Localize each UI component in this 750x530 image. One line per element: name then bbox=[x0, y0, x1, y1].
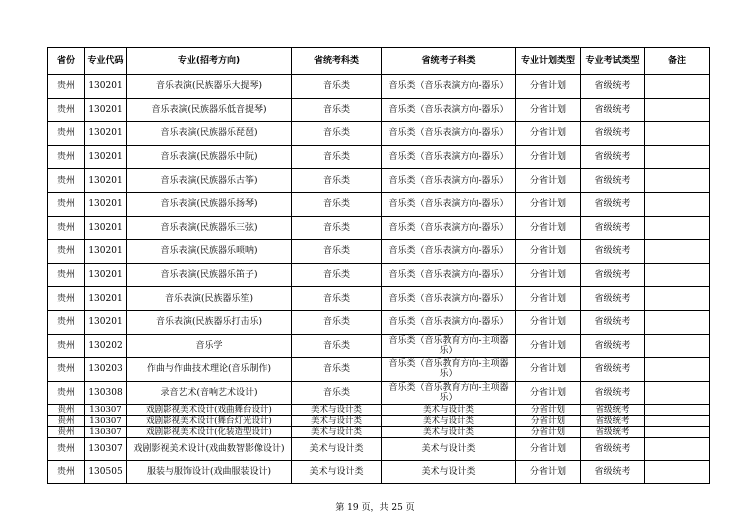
cell-plan-type: 分省计划 bbox=[516, 240, 581, 264]
cell-exam-category: 音乐类 bbox=[292, 216, 382, 240]
cell-exam-subcategory: 音乐类（音乐表演方向-器乐） bbox=[382, 310, 516, 334]
cell-exam-subcategory: 音乐类（音乐表演方向-器乐） bbox=[382, 287, 516, 311]
cell-exam-subcategory: 音乐类（音乐教育方向-主项器乐） bbox=[382, 334, 516, 358]
cell-province: 贵州 bbox=[48, 145, 85, 169]
cell-province: 贵州 bbox=[48, 381, 85, 405]
cell-major-name: 音乐表演(民族器乐唢呐) bbox=[127, 240, 292, 264]
cell-remarks bbox=[645, 169, 710, 193]
cell-province: 贵州 bbox=[48, 75, 85, 99]
cell-remarks bbox=[645, 122, 710, 146]
cell-major-name: 音乐表演(民族器乐打击乐) bbox=[127, 310, 292, 334]
cell-exam-subcategory: 音乐类（音乐表演方向-器乐） bbox=[382, 216, 516, 240]
table-row bbox=[48, 192, 710, 216]
table-row bbox=[48, 75, 710, 99]
cell-exam-subcategory: 音乐类（音乐表演方向-器乐） bbox=[382, 169, 516, 193]
cell-plan-type: 分省计划 bbox=[516, 405, 581, 416]
cell-exam-category: 音乐类 bbox=[292, 334, 382, 358]
cell-major-code: 130201 bbox=[85, 75, 127, 99]
cell-plan-type: 分省计划 bbox=[516, 263, 581, 287]
cell-plan-type: 分省计划 bbox=[516, 334, 581, 358]
cell-exam-category: 音乐类 bbox=[292, 381, 382, 405]
cell-remarks bbox=[645, 381, 710, 405]
cell-exam-subcategory: 音乐类（音乐表演方向-器乐） bbox=[382, 98, 516, 122]
table-header-row bbox=[48, 48, 710, 75]
cell-province: 贵州 bbox=[48, 240, 85, 264]
cell-exam-category: 音乐类 bbox=[292, 192, 382, 216]
header-remarks: 备注 bbox=[645, 48, 710, 75]
cell-major-code: 130307 bbox=[85, 416, 127, 427]
cell-remarks bbox=[645, 405, 710, 416]
table-row bbox=[48, 438, 710, 461]
cell-exam-subcategory: 音乐类（音乐表演方向-器乐） bbox=[382, 145, 516, 169]
table-row bbox=[48, 240, 710, 264]
cell-province: 贵州 bbox=[48, 122, 85, 146]
table-row bbox=[48, 381, 710, 405]
cell-exam-type: 省级统考 bbox=[581, 145, 645, 169]
cell-province: 贵州 bbox=[48, 334, 85, 358]
table-row bbox=[48, 310, 710, 334]
cell-province: 贵州 bbox=[48, 310, 85, 334]
cell-remarks bbox=[645, 192, 710, 216]
cell-major-code: 130307 bbox=[85, 405, 127, 416]
cell-major-code: 130201 bbox=[85, 310, 127, 334]
cell-province: 贵州 bbox=[48, 416, 85, 427]
cell-major-code: 130201 bbox=[85, 145, 127, 169]
cell-plan-type: 分省计划 bbox=[516, 122, 581, 146]
header-major-name: 专业(招考方向) bbox=[127, 48, 292, 75]
cell-plan-type: 分省计划 bbox=[516, 287, 581, 311]
cell-remarks bbox=[645, 358, 710, 382]
cell-major-name: 音乐表演(民族器乐琵琶) bbox=[127, 122, 292, 146]
cell-plan-type: 分省计划 bbox=[516, 169, 581, 193]
cell-exam-subcategory: 美术与设计类 bbox=[382, 405, 516, 416]
cell-province: 贵州 bbox=[48, 287, 85, 311]
cell-exam-type: 省级统考 bbox=[581, 216, 645, 240]
cell-exam-type: 省级统考 bbox=[581, 263, 645, 287]
cell-exam-type: 省级统考 bbox=[581, 122, 645, 146]
cell-plan-type: 分省计划 bbox=[516, 461, 581, 484]
cell-plan-type: 分省计划 bbox=[516, 381, 581, 405]
cell-exam-category: 音乐类 bbox=[292, 145, 382, 169]
cell-plan-type: 分省计划 bbox=[516, 438, 581, 461]
table-row bbox=[48, 122, 710, 146]
cell-exam-subcategory: 音乐类（音乐表演方向-器乐） bbox=[382, 122, 516, 146]
cell-remarks bbox=[645, 427, 710, 438]
cell-exam-type: 省级统考 bbox=[581, 381, 645, 405]
cell-exam-category: 音乐类 bbox=[292, 287, 382, 311]
cell-province: 贵州 bbox=[48, 192, 85, 216]
cell-province: 贵州 bbox=[48, 461, 85, 484]
cell-major-code: 130201 bbox=[85, 263, 127, 287]
table-row bbox=[48, 263, 710, 287]
cell-plan-type: 分省计划 bbox=[516, 145, 581, 169]
cell-remarks bbox=[645, 75, 710, 99]
cell-major-code: 130308 bbox=[85, 381, 127, 405]
cell-exam-subcategory: 音乐类（音乐教育方向-主项器乐） bbox=[382, 381, 516, 405]
header-exam-subcategory: 省统考子科类 bbox=[382, 48, 516, 75]
cell-plan-type: 分省计划 bbox=[516, 98, 581, 122]
cell-exam-type: 省级统考 bbox=[581, 192, 645, 216]
cell-major-name: 音乐表演(民族器乐大提琴) bbox=[127, 75, 292, 99]
cell-exam-subcategory: 音乐类（音乐教育方向-主项器乐） bbox=[382, 358, 516, 382]
cell-major-name: 音乐表演(民族器乐古筝) bbox=[127, 169, 292, 193]
cell-major-name: 音乐表演(民族器乐低音提琴) bbox=[127, 98, 292, 122]
cell-major-code: 130201 bbox=[85, 192, 127, 216]
cell-province: 贵州 bbox=[48, 405, 85, 416]
table-row bbox=[48, 216, 710, 240]
cell-major-name: 音乐表演(民族器乐三弦) bbox=[127, 216, 292, 240]
cell-remarks bbox=[645, 263, 710, 287]
cell-exam-category: 音乐类 bbox=[292, 358, 382, 382]
cell-major-code: 130505 bbox=[85, 461, 127, 484]
cell-major-code: 130307 bbox=[85, 438, 127, 461]
cell-exam-subcategory: 美术与设计类 bbox=[382, 427, 516, 438]
table-row bbox=[48, 98, 710, 122]
cell-exam-category: 音乐类 bbox=[292, 122, 382, 146]
cell-exam-subcategory: 音乐类（音乐表演方向-器乐） bbox=[382, 75, 516, 99]
header-province: 省份 bbox=[48, 48, 85, 75]
cell-plan-type: 分省计划 bbox=[516, 216, 581, 240]
cell-remarks bbox=[645, 334, 710, 358]
cell-province: 贵州 bbox=[48, 169, 85, 193]
cell-major-name: 音乐表演(民族器乐笛子) bbox=[127, 263, 292, 287]
cell-remarks bbox=[645, 438, 710, 461]
cell-exam-type: 省级统考 bbox=[581, 334, 645, 358]
cell-major-name: 服装与服饰设计(戏曲服装设计) bbox=[127, 461, 292, 484]
cell-province: 贵州 bbox=[48, 98, 85, 122]
cell-major-code: 130201 bbox=[85, 122, 127, 146]
cell-remarks bbox=[645, 310, 710, 334]
cell-remarks bbox=[645, 145, 710, 169]
cell-plan-type: 分省计划 bbox=[516, 75, 581, 99]
cell-exam-type: 省级统考 bbox=[581, 287, 645, 311]
cell-major-name: 音乐学 bbox=[127, 334, 292, 358]
cell-province: 贵州 bbox=[48, 216, 85, 240]
cell-province: 贵州 bbox=[48, 438, 85, 461]
cell-exam-subcategory: 美术与设计类 bbox=[382, 461, 516, 484]
cell-major-name: 音乐表演(民族器乐中阮) bbox=[127, 145, 292, 169]
cell-exam-category: 音乐类 bbox=[292, 98, 382, 122]
cell-province: 贵州 bbox=[48, 427, 85, 438]
cell-exam-subcategory: 音乐类（音乐表演方向-器乐） bbox=[382, 263, 516, 287]
cell-major-code: 130201 bbox=[85, 240, 127, 264]
header-exam-type: 专业考试类型 bbox=[581, 48, 645, 75]
cell-province: 贵州 bbox=[48, 358, 85, 382]
page-footer: 第 19 页，共 25 页 bbox=[335, 503, 415, 513]
cell-remarks bbox=[645, 461, 710, 484]
cell-exam-category: 美术与设计类 bbox=[292, 438, 382, 461]
cell-remarks bbox=[645, 98, 710, 122]
cell-plan-type: 分省计划 bbox=[516, 310, 581, 334]
cell-major-code: 130201 bbox=[85, 287, 127, 311]
cell-major-code: 130201 bbox=[85, 216, 127, 240]
cell-remarks bbox=[645, 416, 710, 427]
cell-major-code: 130201 bbox=[85, 98, 127, 122]
table-row bbox=[48, 145, 710, 169]
cell-exam-category: 音乐类 bbox=[292, 263, 382, 287]
cell-remarks bbox=[645, 287, 710, 311]
cell-plan-type: 分省计划 bbox=[516, 192, 581, 216]
cell-major-code: 130201 bbox=[85, 169, 127, 193]
cell-exam-category: 美术与设计类 bbox=[292, 461, 382, 484]
cell-exam-subcategory: 美术与设计类 bbox=[382, 438, 516, 461]
cell-exam-type: 省级统考 bbox=[581, 98, 645, 122]
cell-major-name: 音乐表演(民族器乐扬琴) bbox=[127, 192, 292, 216]
header-exam-category: 省统考科类 bbox=[292, 48, 382, 75]
cell-exam-category: 音乐类 bbox=[292, 310, 382, 334]
cell-exam-category: 音乐类 bbox=[292, 169, 382, 193]
cell-exam-type: 省级统考 bbox=[581, 416, 645, 427]
cell-major-code: 130202 bbox=[85, 334, 127, 358]
cell-exam-subcategory: 美术与设计类 bbox=[382, 416, 516, 427]
cell-exam-subcategory: 音乐类（音乐表演方向-器乐） bbox=[382, 192, 516, 216]
cell-major-name: 音乐表演(民族器乐笙) bbox=[127, 287, 292, 311]
cell-exam-category: 美术与设计类 bbox=[292, 416, 382, 427]
cell-plan-type: 分省计划 bbox=[516, 427, 581, 438]
cell-province: 贵州 bbox=[48, 263, 85, 287]
cell-major-name: 作曲与作曲技术理论(音乐制作) bbox=[127, 358, 292, 382]
enrollment-plan-table bbox=[47, 47, 710, 484]
cell-remarks bbox=[645, 216, 710, 240]
cell-remarks bbox=[645, 240, 710, 264]
table-row bbox=[48, 461, 710, 484]
cell-exam-type: 省级统考 bbox=[581, 75, 645, 99]
cell-exam-type: 省级统考 bbox=[581, 310, 645, 334]
cell-major-name: 录音艺术(音响艺术设计) bbox=[127, 381, 292, 405]
header-plan-type: 专业计划类型 bbox=[516, 48, 581, 75]
table-row bbox=[48, 287, 710, 311]
cell-exam-type: 省级统考 bbox=[581, 405, 645, 416]
cell-exam-type: 省级统考 bbox=[581, 169, 645, 193]
cell-plan-type: 分省计划 bbox=[516, 358, 581, 382]
cell-exam-type: 省级统考 bbox=[581, 427, 645, 438]
cell-exam-type: 省级统考 bbox=[581, 240, 645, 264]
cell-major-code: 130203 bbox=[85, 358, 127, 382]
table-row bbox=[48, 416, 710, 427]
header-major-code: 专业代码 bbox=[85, 48, 127, 75]
table-row bbox=[48, 405, 710, 416]
cell-exam-category: 美术与设计类 bbox=[292, 405, 382, 416]
table-row bbox=[48, 334, 710, 358]
cell-exam-category: 音乐类 bbox=[292, 75, 382, 99]
cell-exam-type: 省级统考 bbox=[581, 358, 645, 382]
cell-exam-category: 音乐类 bbox=[292, 240, 382, 264]
cell-exam-type: 省级统考 bbox=[581, 438, 645, 461]
table-row bbox=[48, 169, 710, 193]
cell-major-code: 130307 bbox=[85, 427, 127, 438]
cell-major-name: 戏剧影视美术设计(戏曲舞台设计) bbox=[127, 405, 292, 416]
cell-plan-type: 分省计划 bbox=[516, 416, 581, 427]
cell-major-name: 戏剧影视美术设计(舞台灯光设计) bbox=[127, 416, 292, 427]
cell-exam-category: 美术与设计类 bbox=[292, 427, 382, 438]
table-row bbox=[48, 358, 710, 382]
cell-exam-subcategory: 音乐类（音乐表演方向-器乐） bbox=[382, 240, 516, 264]
cell-major-name: 戏剧影视美术设计(戏曲数智影像设计) bbox=[127, 438, 292, 461]
cell-major-name: 戏剧影视美术设计(化装造型设计) bbox=[127, 427, 292, 438]
table-row bbox=[48, 427, 710, 438]
cell-exam-type: 省级统考 bbox=[581, 461, 645, 484]
